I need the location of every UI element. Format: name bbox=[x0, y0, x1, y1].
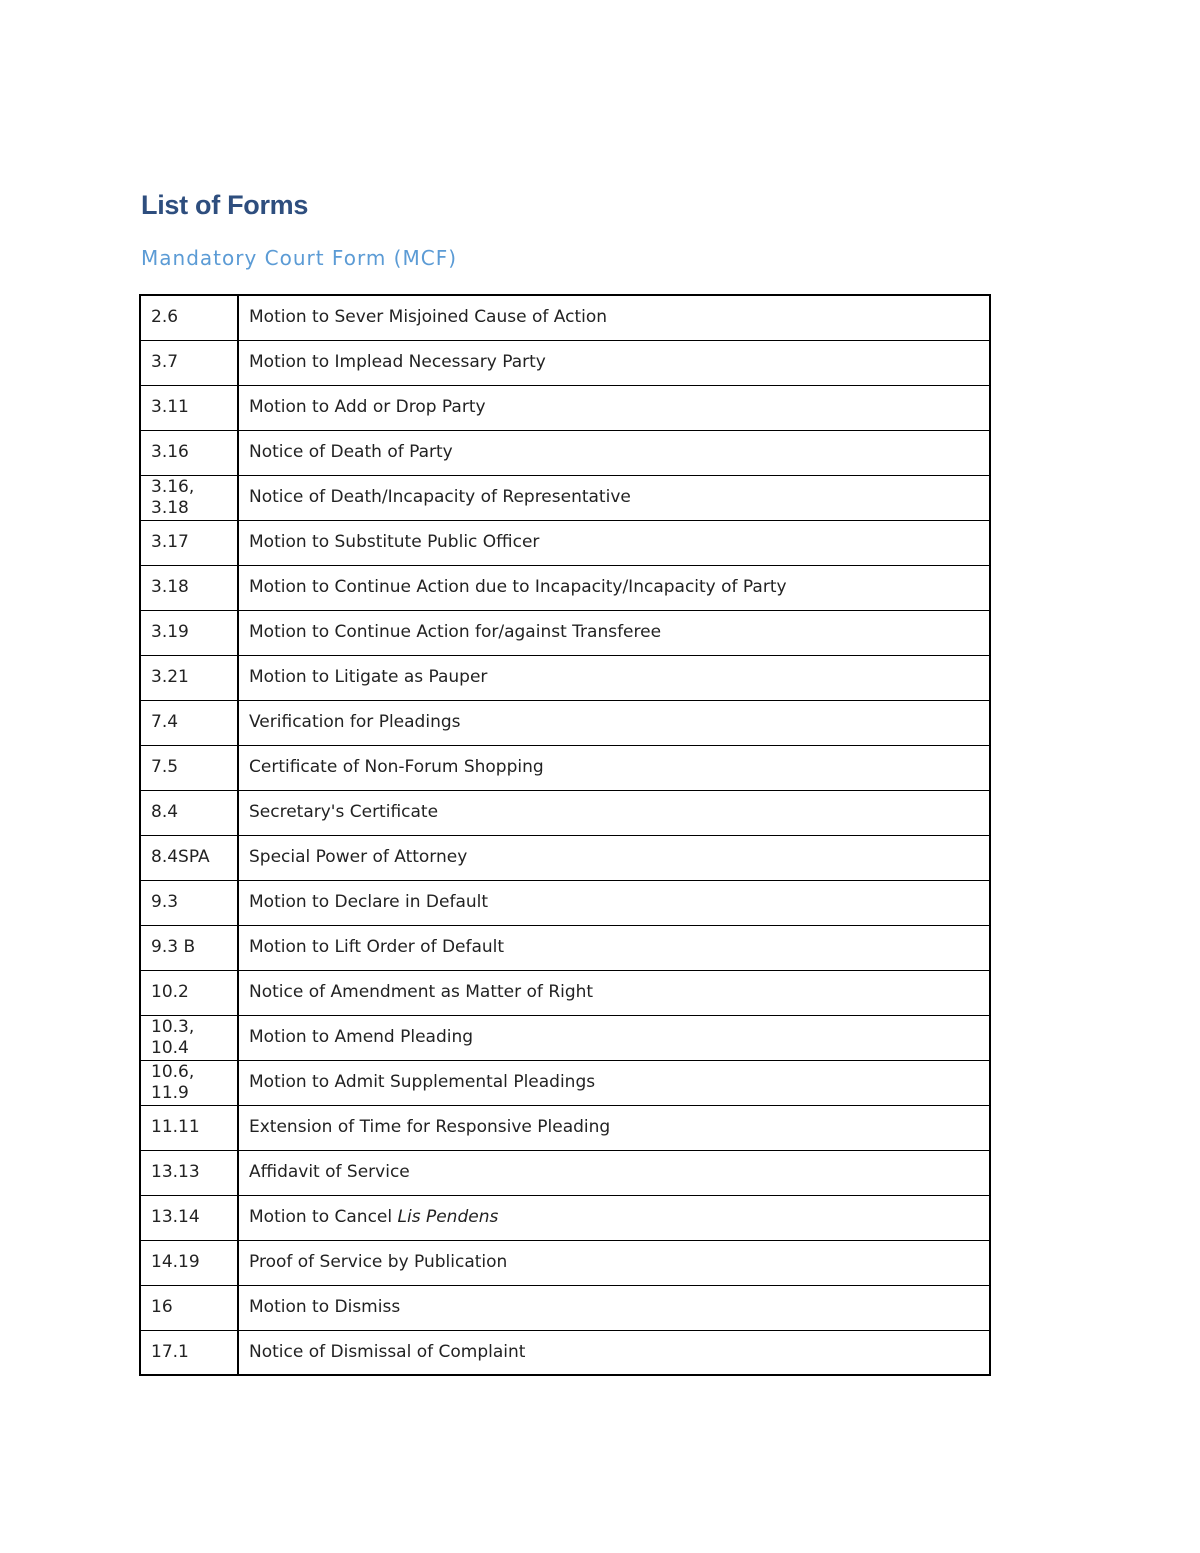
table-row bbox=[140, 565, 990, 610]
form-title: Motion to Amend Pleading bbox=[238, 1015, 990, 1060]
table-row bbox=[140, 1015, 990, 1060]
table-row bbox=[140, 1195, 990, 1240]
table-row bbox=[140, 1285, 990, 1330]
form-number: 3.21 bbox=[140, 655, 238, 700]
form-title: Extension of Time for Responsive Pleading bbox=[238, 1105, 990, 1150]
table-row bbox=[140, 340, 990, 385]
table-row bbox=[140, 520, 990, 565]
form-number: 7.5 bbox=[140, 745, 238, 790]
table-row bbox=[140, 1240, 990, 1285]
form-number: 3.17 bbox=[140, 520, 238, 565]
form-number: 3.19 bbox=[140, 610, 238, 655]
form-title: Motion to Lift Order of Default bbox=[238, 925, 990, 970]
form-title-italic: Lis Pendens bbox=[397, 1207, 499, 1227]
form-title: Notice of Death of Party bbox=[238, 430, 990, 475]
form-number: 10.6, 11.9 bbox=[140, 1060, 238, 1105]
table-row bbox=[140, 790, 990, 835]
form-title: Special Power of Attorney bbox=[238, 835, 990, 880]
form-title: Motion to Continue Action for/against Transferee bbox=[238, 610, 990, 655]
form-title: Motion to Substitute Public Officer bbox=[238, 520, 990, 565]
table-row bbox=[140, 475, 990, 520]
page-title: List of Forms bbox=[141, 190, 309, 220]
section-title: Mandatory Court Form (MCF) bbox=[141, 246, 457, 270]
form-number: 7.4 bbox=[140, 700, 238, 745]
form-number: 14.19 bbox=[140, 1240, 238, 1285]
form-title: Motion to Sever Misjoined Cause of Action bbox=[238, 295, 990, 340]
form-number: 13.13 bbox=[140, 1150, 238, 1195]
table-row bbox=[140, 295, 990, 340]
form-number: 16 bbox=[140, 1285, 238, 1330]
form-title: Motion to Dismiss bbox=[238, 1285, 990, 1330]
form-number: 9.3 B bbox=[140, 925, 238, 970]
form-number: 10.3, 10.4 bbox=[140, 1015, 238, 1060]
form-number: 8.4SPA bbox=[140, 835, 238, 880]
table-row bbox=[140, 1150, 990, 1195]
form-title: Verification for Pleadings bbox=[238, 700, 990, 745]
table-row bbox=[140, 970, 990, 1015]
table-row bbox=[140, 1105, 990, 1150]
form-number: 8.4 bbox=[140, 790, 238, 835]
table-row bbox=[140, 385, 990, 430]
table-row bbox=[140, 745, 990, 790]
form-number: 3.7 bbox=[140, 340, 238, 385]
form-number: 3.16, 3.18 bbox=[140, 475, 238, 520]
forms-table bbox=[139, 294, 991, 1376]
form-title: Motion to Implead Necessary Party bbox=[238, 340, 990, 385]
table-row bbox=[140, 655, 990, 700]
form-number: 3.11 bbox=[140, 385, 238, 430]
form-title: Motion to Admit Supplemental Pleadings bbox=[238, 1060, 990, 1105]
form-title: Notice of Dismissal of Complaint bbox=[238, 1330, 990, 1375]
form-title: Notice of Death/Incapacity of Representative bbox=[238, 475, 990, 520]
form-number: 3.18 bbox=[140, 565, 238, 610]
form-title: Motion to Continue Action due to Incapacity/Incapacity of Party bbox=[238, 565, 990, 610]
form-title: Affidavit of Service bbox=[238, 1150, 990, 1195]
table-row bbox=[140, 1060, 990, 1105]
form-number: 17.1 bbox=[140, 1330, 238, 1375]
table-row bbox=[140, 925, 990, 970]
form-title bbox=[238, 1195, 990, 1240]
form-number: 2.6 bbox=[140, 295, 238, 340]
form-title: Certificate of Non-Forum Shopping bbox=[238, 745, 990, 790]
form-title: Secretary's Certificate bbox=[238, 790, 990, 835]
form-number: 13.14 bbox=[140, 1195, 238, 1240]
table-row bbox=[140, 700, 990, 745]
table-row bbox=[140, 880, 990, 925]
form-number: 10.2 bbox=[140, 970, 238, 1015]
table-row bbox=[140, 610, 990, 655]
form-title: Motion to Litigate as Pauper bbox=[238, 655, 990, 700]
form-title: Proof of Service by Publication bbox=[238, 1240, 990, 1285]
form-number: 9.3 bbox=[140, 880, 238, 925]
form-title-text: Motion to Cancel bbox=[249, 1207, 393, 1227]
form-title: Motion to Add or Drop Party bbox=[238, 385, 990, 430]
form-title: Motion to Declare in Default bbox=[238, 880, 990, 925]
table-row bbox=[140, 1330, 990, 1375]
form-number: 11.11 bbox=[140, 1105, 238, 1150]
table-row bbox=[140, 430, 990, 475]
table-row bbox=[140, 835, 990, 880]
form-number: 3.16 bbox=[140, 430, 238, 475]
form-title: Notice of Amendment as Matter of Right bbox=[238, 970, 990, 1015]
